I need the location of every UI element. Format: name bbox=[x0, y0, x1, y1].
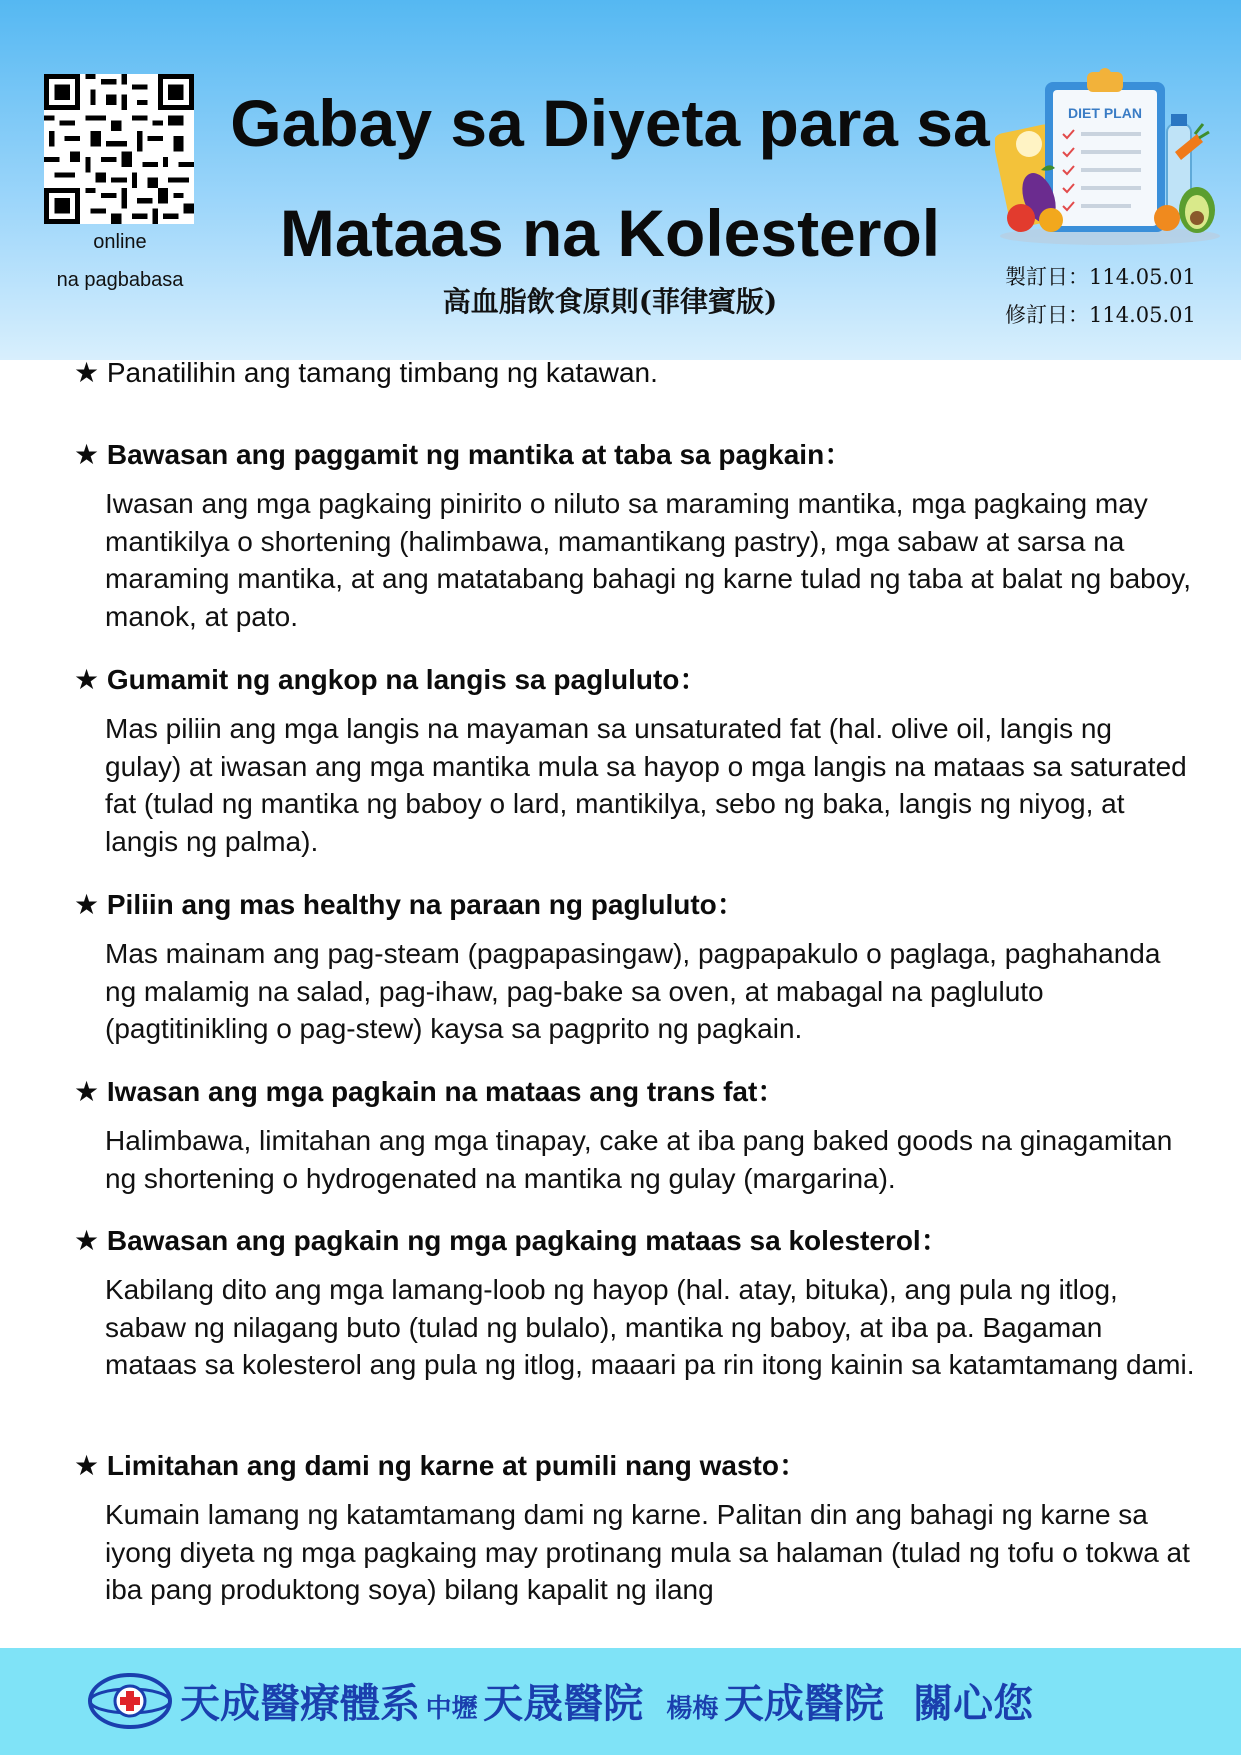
guideline-heading-4: ★ Piliin ang mas healthy na paraan ng pagluluto： bbox=[74, 889, 745, 920]
guideline-body-6: Kabilang dito ang mga lamang-loob ng hayop (hal. atay, bituka), ang pula ng itlog, sabaw ng nilagang buto (tulad ng bulalo), mantika ng baboy, at iba pa. Bagaman mataas sa kolesterol ang pula ng itlog, maaari pa rin itong kainin sa katamtamang dami. bbox=[105, 1274, 1195, 1381]
revision-dates bbox=[1005, 258, 1196, 334]
page-subtitle-chinese: 高血脂飲食原則(菲律賓版) bbox=[442, 285, 778, 318]
date-revised: 修訂日：114.05.01 bbox=[1005, 303, 1196, 327]
guideline-heading-3: ★ Gumamit ng angkop na langis sa pagluluto： bbox=[74, 664, 708, 695]
diet-plan-illustration bbox=[995, 60, 1225, 250]
guideline-heading-7: ★ Limitahan ang dami ng karne at pumili nang wasto： bbox=[74, 1450, 807, 1481]
footer-hospital-1: 天晟醫院 bbox=[483, 1681, 644, 1727]
footer-slogan bbox=[180, 1672, 1033, 1732]
guideline-body-7: Kumain lamang ng katamtamang dami ng karne. Palitan din ang bahagi ng karne sa iyong diyeta ng mga pagkaing may protinang mula sa halaman (tulad ng tofu o tokwa at iba pang produktong soya) bilang kapalit ng ilang bbox=[105, 1499, 1190, 1606]
guideline-heading-6: ★ Bawasan ang pagkain ng mga pagkaing mataas sa kolesterol： bbox=[74, 1225, 949, 1256]
footer-location-1: 中壢 bbox=[425, 1694, 478, 1724]
qr-code[interactable] bbox=[44, 74, 194, 224]
footer-location-2: 楊梅 bbox=[666, 1694, 719, 1724]
footer-hospital-2: 天成醫院 bbox=[723, 1681, 884, 1727]
guideline-heading-2: ★ Bawasan ang paggamit ng mantika at taba sa pagkain： bbox=[74, 439, 853, 470]
footer-org: 天成醫療體系 bbox=[180, 1681, 420, 1727]
guideline-body-4: Mas mainam ang pag-steam (pagpapasingaw), pagpapakulo o paglaga, paghahanda ng malamig na salad, pag-ihaw, pag-bake sa oven, at mabagal na pagluluto (pagtitinikling o pag-stew) kaysa sa pagprito ng pagkain. bbox=[105, 938, 1161, 1045]
qr-caption-online: online bbox=[93, 231, 147, 253]
date-made: 製訂日：114.05.01 bbox=[1005, 265, 1196, 289]
qr-caption-reading: na pagbabasa bbox=[56, 269, 184, 291]
illustration-label: DIET PLAN bbox=[1068, 105, 1142, 121]
page-title-line2: Mataas na Kolesterol bbox=[279, 196, 941, 270]
footer-tagline: 關心您 bbox=[913, 1681, 1034, 1727]
guideline-body-5: Halimbawa, limitahan ang mga tinapay, cake at iba pang baked goods na ginagamitan ng shortening o hydrogenated na mantika ng gulay (margarina). bbox=[105, 1125, 1173, 1194]
guideline-heading-1: ★ Panatilihin ang tamang timbang ng katawan. bbox=[74, 357, 658, 388]
guideline-heading-5: ★ Iwasan ang mga pagkain na mataas ang trans fat： bbox=[74, 1076, 786, 1107]
guideline-body-2: Iwasan ang mga pagkaing pinirito o niluto sa maraming mantika, mga pagkaing may mantikilya o shortening (halimbawa, mamantikang pastry), mga sabaw at sarsa na maraming mantika, at ang matatabang bahagi ng karne tulad ng taba at balat ng baboy, manok, at pato. bbox=[105, 488, 1191, 632]
hospital-logo-icon bbox=[88, 1670, 172, 1732]
header-banner bbox=[0, 0, 1241, 360]
guideline-body-3: Mas piliin ang mga langis na mayaman sa unsaturated fat (hal. olive oil, langis ng gulay) at iwasan ang mga mantika mula sa hayop o mga langis na mataas sa saturated fat (tulad ng mantika ng baboy o lard, mantikilya, sebo ng baka, langis ng niyog, at langis ng palma). bbox=[105, 713, 1187, 857]
footer-banner bbox=[0, 1648, 1241, 1755]
page-title-line1: Gabay sa Diyeta para sa bbox=[230, 86, 990, 160]
